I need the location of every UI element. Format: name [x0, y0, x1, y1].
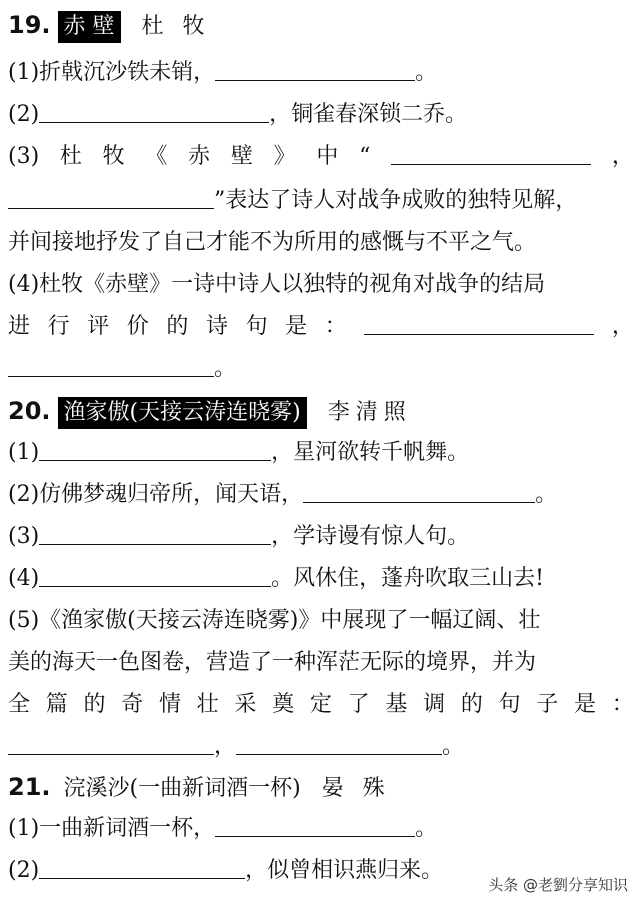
q20-number: 20. — [8, 397, 51, 425]
q19-number: 19. — [8, 11, 51, 39]
answer-blank — [39, 856, 245, 879]
q21-author: 晏 殊 — [321, 776, 391, 801]
q20-item-5-end: ， 。 — [8, 732, 634, 762]
q19-item-3-text: 并间接地抒发了自己才能不为所用的感慨与不平之气。 — [8, 230, 537, 255]
answer-blank — [39, 100, 269, 123]
q21-item-1: (1)一曲新词酒一杯， 。 — [8, 816, 438, 841]
q19-author: 杜 牧 — [141, 14, 211, 39]
answer-blank — [215, 814, 415, 837]
q19-item-1: (1)折戟沉沙铁未销， 。 — [8, 60, 438, 85]
q20-title: 渔家傲(天接云涛连晓雾) — [58, 397, 307, 429]
q19-item-4-cont: 进 行 评 价 的 诗 句 是 ： ， — [8, 314, 634, 339]
q20-item-5: (5)《渔家傲(天接云涛连晓雾)》中展现了一幅辽阔、壮 — [8, 608, 541, 633]
answer-blank — [364, 312, 594, 335]
q21-item-2: (2) ，似曾相识燕归来。 — [8, 858, 444, 883]
q19-item-4: (4)杜牧《赤壁》一诗中诗人以独特的视角对战争的结局 — [8, 272, 546, 297]
q21-heading — [8, 772, 634, 804]
q20-item-1: (1) ，星河欲转千帆舞。 — [8, 440, 470, 465]
answer-blank — [8, 186, 214, 209]
answer-blank — [8, 354, 214, 377]
q20-item-4: (4) 。风休住，蓬舟吹取三山去! — [8, 566, 545, 591]
answer-blank — [303, 480, 535, 503]
q19-item-4-end: 。 — [8, 354, 634, 384]
answer-blank — [39, 522, 271, 545]
q20-author: 李清照 — [327, 400, 412, 425]
answer-blank — [39, 438, 271, 461]
q19-item-3-cont: ”表达了诗人对战争成败的独特见解， — [8, 186, 634, 216]
q21-number: 21. — [8, 773, 51, 801]
watermark: 头条 @老劉分享知识 — [488, 876, 628, 894]
q20-item-3: (3) ，学诗谩有惊人句。 — [8, 524, 470, 549]
answer-blank — [215, 58, 415, 81]
answer-blank — [8, 732, 214, 755]
q20-item-5-text: 全 篇 的 奇 情 壮 采 奠 定 了 基 调 的 句 子 是 ： — [8, 692, 634, 717]
q21-title: 浣溪沙(一曲新词酒一杯) — [63, 776, 301, 801]
answer-blank — [391, 142, 591, 165]
q20-item-2: (2)仿佛梦魂归帝所，闻天语， 。 — [8, 482, 558, 507]
answer-blank — [236, 732, 442, 755]
q19-title: 赤 壁 — [58, 11, 121, 43]
q19-item-3: (3) 杜 牧 《 赤 壁 》 中 “ ， — [8, 144, 634, 169]
q20-heading — [8, 396, 634, 429]
q19-item-2: (2) ，铜雀春深锁二乔。 — [8, 102, 468, 127]
q19-heading — [8, 10, 634, 43]
answer-blank — [39, 564, 271, 587]
q20-item-5-cont: 美的海天一色图卷，营造了一种浑茫无际的境界，并为 — [8, 650, 537, 675]
